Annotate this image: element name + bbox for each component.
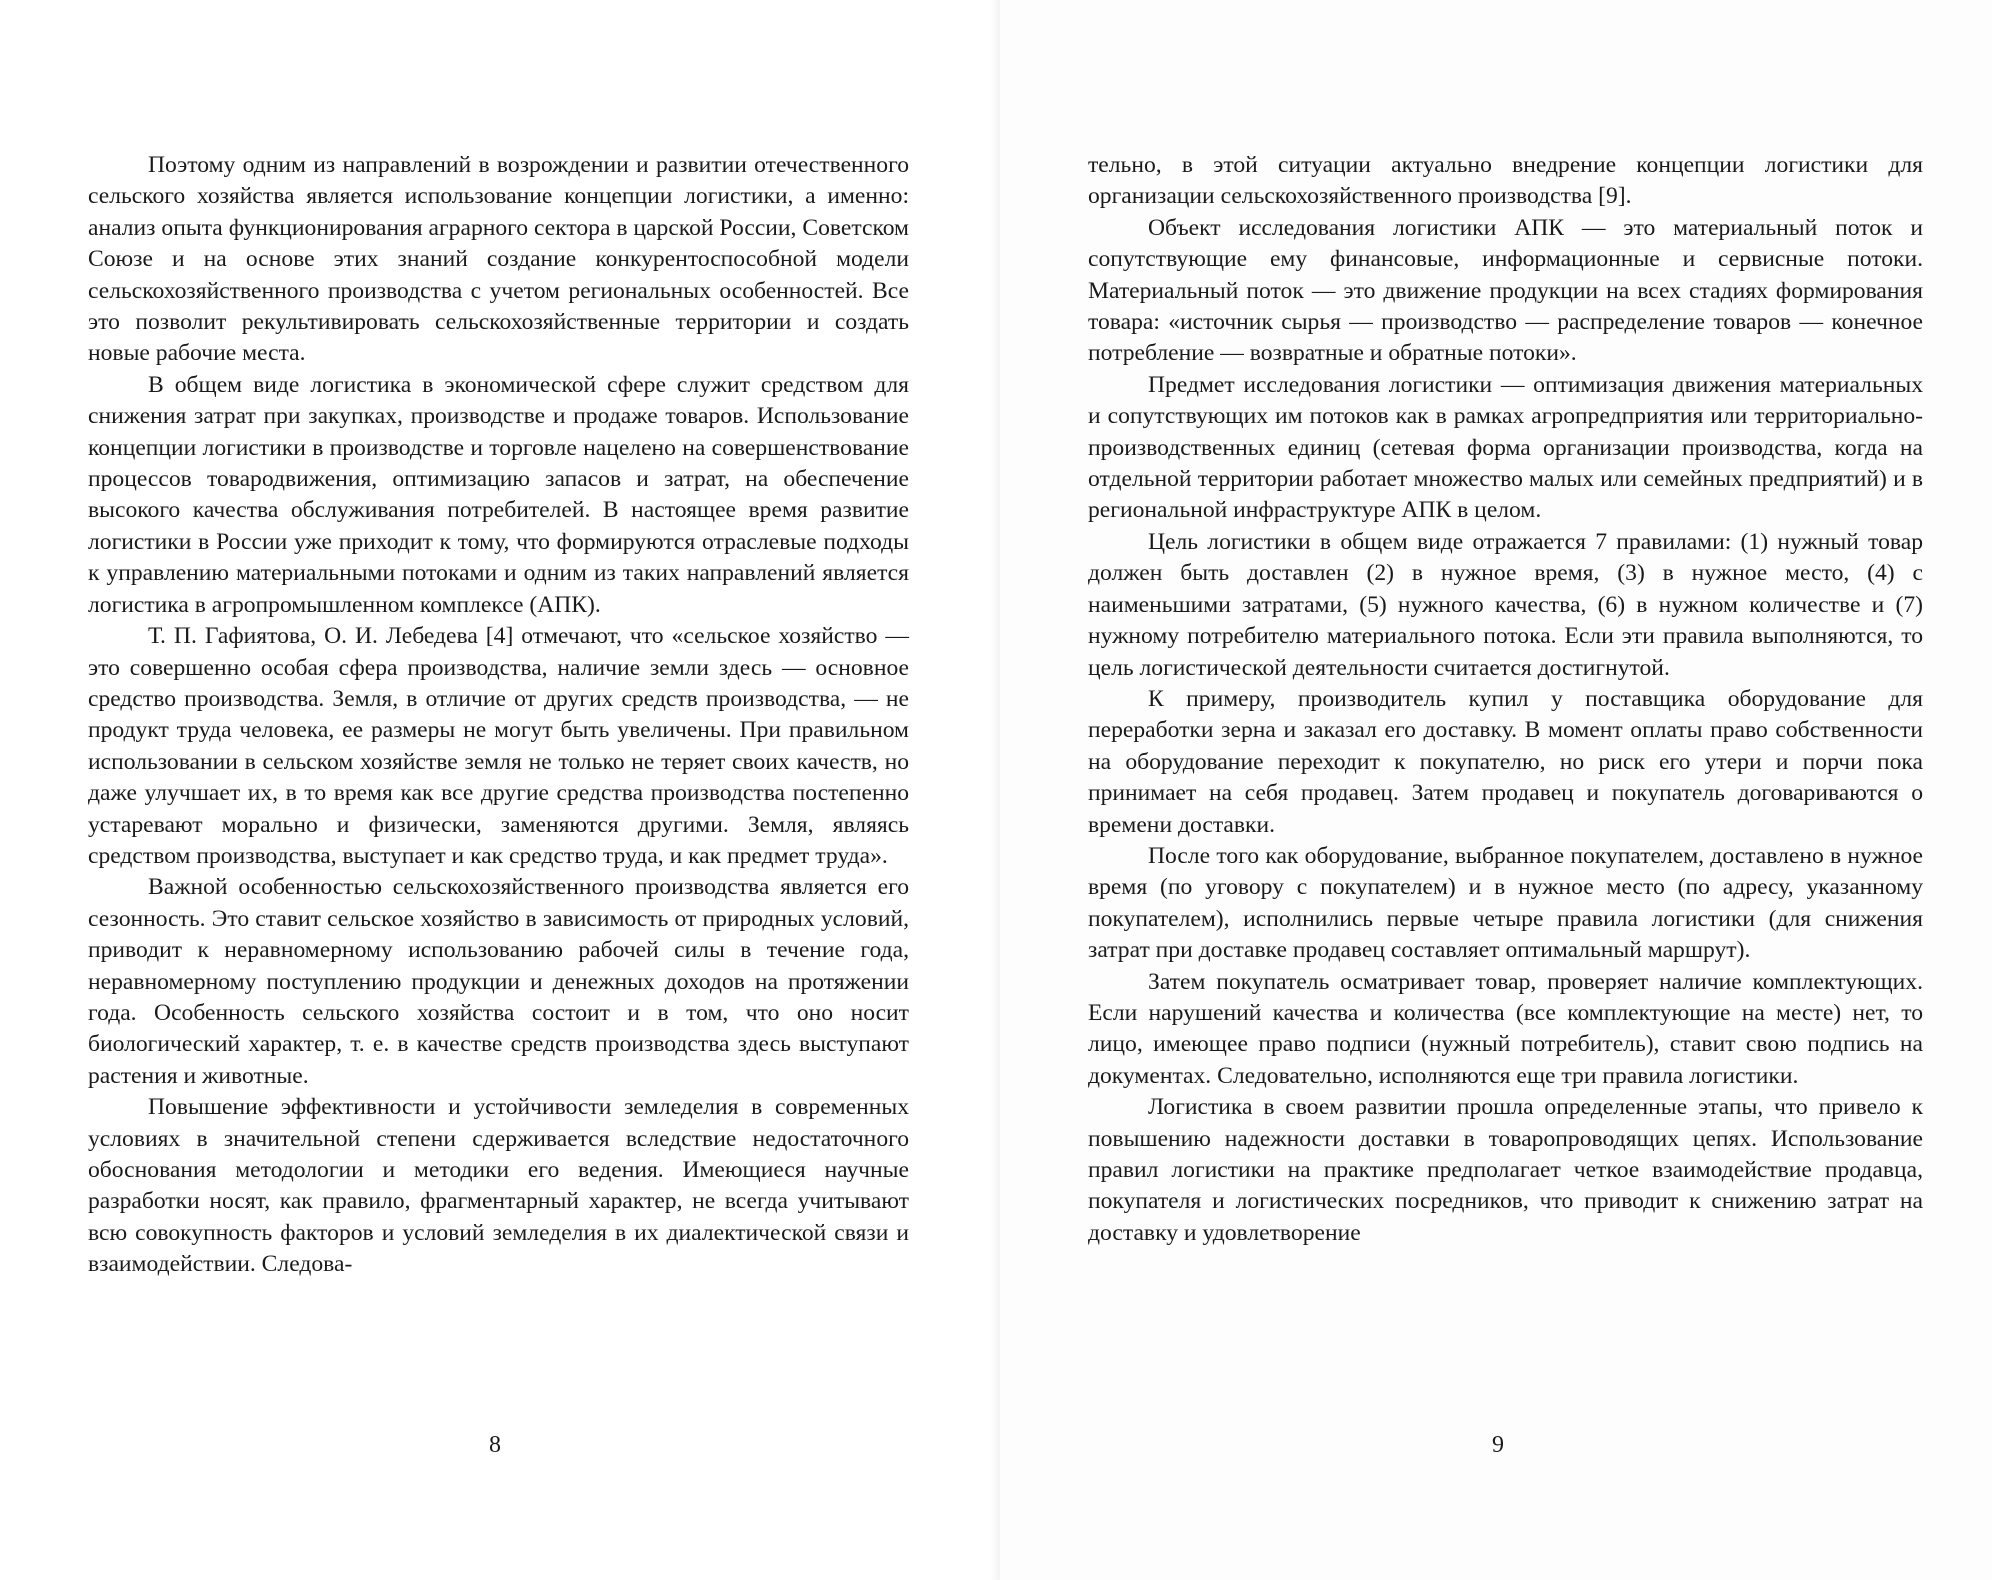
right-paragraph-5: После того как оборудование, выбранное покупателем, доставлено в нужное время (по уговору с покупателем) и в нужное место (по адресу, указанному покупателем), исполнились первые четыре правила логистики (для снижения затрат при доставке продавец составляет оптимальный маршрут). <box>1088 842 1923 964</box>
left-paragraph-5: Повышение эффективности и устойчивости земледелия в современных условиях в значительной степени сдерживается вследствие недостаточного обоснования методологии и методики его ведения. Имеющиеся научные разработки носят, как правило, фрагментарный характер, не всегда учитывают всю совокупность факторов и условий земледелия в их диалектической связи и взаимодействии. Следова- <box>88 1094 909 1278</box>
left-paragraph-1: Поэтому одним из направлений в возрождении и развитии отечественного сельского хозяйства является использование концепции логистики, а именно: анализ опыта функционирования аграрного сектора в царской России, Советском Союзе и на основе этих знаний создание конкурентоспособной модели сельскохозяйственного производства с учетом региональных особенностей. Все это позволит рекультивировать сельскохозяйственные территории и создать новые рабочие места. <box>88 152 909 367</box>
right-page-text <box>1088 150 1923 1249</box>
left-paragraph-4: Важной особенностью сельскохозяйственного производства является его сезонность. Это ставит сельское хозяйство в зависимость от природных условий, приводит к неравномерному использованию рабочей силы в течение года, неравномерному поступлению продукции и денежных доходов на протяжении года. Особенность сельского хозяйства состоит и в том, что оно носит биологический характер, т. е. в качестве средств производства здесь выступают растения и животные. <box>88 874 909 1089</box>
right-paragraph-6: Затем покупатель осматривает товар, проверяет наличие комплектующих. Если нарушений качества и количества (все комплектующие на месте) нет, то лицо, имеющее право подписи (нужный потребитель), ставит свою подпись на документах. Следовательно, исполняются еще три правила логистики. <box>1088 968 1923 1089</box>
right-page <box>1000 0 1992 1580</box>
right-paragraph-4: К примеру, производитель купил у поставщика оборудование для переработки зерна и заказал его доставку. В момент оплаты право собственности на оборудование переходит к покупателю, но риск его утери и порчи пока принимает на себя продавец. Затем продавец и покупатель договариваются о времени доставки. <box>1088 685 1923 838</box>
right-paragraph-3: Цель логистики в общем виде отражается 7 правилами: (1) нужный товар должен быть доставлен (2) в нужное время, (3) в нужное место, (4) с наименьшими затратами, (5) нужного качества, (6) в нужном количестве и (7) нужному потребителю материального потока. Если эти правила выполняются, то цель логистической деятельности считается достигнутой. <box>1088 528 1923 681</box>
right-paragraph-2: Предмет исследования логистики — оптимизация движения материальных и сопутствующих им потоков как в рамках агропредприятия или территориально-производственных единиц (сетевая форма организации производства, когда на отдельной территории работает множество малых или семейных предприятий) и в региональной инфраструктуре АПК в целом. <box>1088 371 1923 524</box>
left-page-number: 8 <box>489 1432 501 1458</box>
left-paragraph-3: Т. П. Гафиятова, О. И. Лебедева [4] отмечают, что «сельское хозяйство — это совершенно особая сфера производства, наличие земли здесь — основное средство производства. Земля, в отличие от других средств производства, — не продукт труда человека, ее размеры не могут быть увеличены. При правильном использовании в сельском хозяйстве земля не только не теряет своих качеств, но даже улучшает их, в то время как все другие средства производства постепенно устаревают морально и физически, заменяются другими. Земля, являясь средством производства, выступает и как средство труда, и как предмет труда». <box>88 623 909 869</box>
right-continuation-text: тельно, в этой ситуации актуально внедрение концепции логистики для организации сельскохозяйственного производства [9]. <box>1088 152 1923 210</box>
left-page-text <box>88 150 909 1281</box>
right-paragraph-7: Логистика в своем развитии прошла определенные этапы, что привело к повышению надежности доставки в товаропроводящих цепях. Использование правил логистики на практике предполагает четкое взаимодействие продавца, покупателя и логистических посредников, что приводит к снижению затрат на доставку и удовлетворение <box>1088 1094 1923 1246</box>
right-page-number: 9 <box>1492 1432 1504 1458</box>
left-paragraph-2: В общем виде логистика в экономической сфере служит средством для снижения затрат при закупках, производстве и продаже товаров. Использование концепции логистики в производстве и торговле нацелено на совершенствование процессов товародвижения, оптимизацию запасов и затрат, на обеспечение высокого качества обслуживания потребителей. В настоящее время развитие логистики в России уже приходит к тому, что формируются отраслевые подходы к управлению материальными потоками и одним из таких направлений является логистика в агропромышленном комплексе (АПК). <box>88 371 909 618</box>
right-paragraph-1: Объект исследования логистики АПК — это материальный поток и сопутствующие ему финансовые, информационные и сервисные потоки. Материальный поток — это движение продукции на всех стадиях формирования товара: «источник сырья — производство — распределение товаров — конечное потребление — возвратные и обратные потоки». <box>1088 214 1923 367</box>
